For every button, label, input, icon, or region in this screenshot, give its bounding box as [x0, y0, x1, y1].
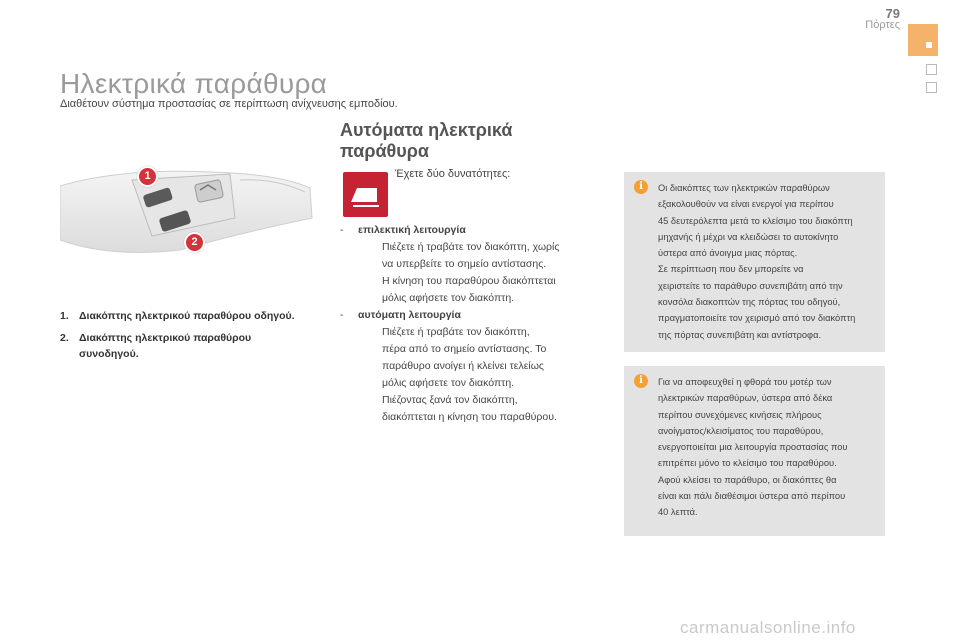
note-line: ανοίγματος/κλεισίματος του παραθύρου,	[658, 425, 824, 436]
window-switch-icon	[343, 172, 388, 217]
note-line: 40 λεπτά.	[658, 507, 698, 518]
caption-list	[60, 308, 300, 368]
note-line: πραγματοποιείτε τον χειρισμό από τον διακόπτη	[658, 313, 856, 324]
note-line: ηλεκτρικών παραθύρων, ύστερα από δέκα	[658, 393, 833, 404]
chapter-tab[interactable]	[926, 64, 937, 75]
step-text: Πιέζετε ή τραβάτε τον διακόπτη,	[382, 326, 530, 338]
page-title: Ηλεκτρικά παράθυρα	[60, 68, 328, 99]
caption-item	[60, 330, 300, 362]
watermark: carmanualsonline.info	[680, 618, 856, 637]
list-item	[340, 307, 620, 324]
chapter-tab-active[interactable]	[908, 24, 938, 56]
list-item	[340, 324, 620, 341]
caption-text: Διακόπτης ηλεκτρικού παραθύρου οδηγού.	[79, 310, 295, 322]
section-intro: Έχετε δύο δυνατότητες:	[395, 168, 511, 180]
dash-marker: -	[340, 224, 344, 236]
arrow-bullet-icon	[340, 324, 382, 341]
step-text: να υπερβείτε το σημείο αντίστασης.	[382, 258, 547, 270]
note-line: Οι διακόπτες των ηλεκτρικών παραθύρων	[658, 183, 830, 193]
caption-text: Διακόπτης ηλεκτρικού παραθύρου συνοδηγού.	[79, 332, 252, 360]
section-title-line: παράθυρα	[340, 141, 429, 161]
mode-label: αυτόματη λειτουργία	[358, 309, 461, 321]
caption-item	[60, 308, 300, 324]
page-subtitle: Διαθέτουν σύστημα προστασίας σε περίπτωση ανίχνευσης εμποδίου.	[60, 98, 398, 110]
note-line: μηχανής ή μέχρι να κλειδώσει το αυτοκίνητο	[658, 231, 839, 242]
tab-marker-icon	[926, 42, 932, 48]
step-text: μόλις αφήσετε τον διακόπτη.	[382, 292, 515, 304]
dash-marker: -	[340, 309, 344, 321]
note-line: 45 δευτερόλεπτα μετά το κλείσιμο του διακόπτη	[658, 215, 853, 226]
step-text: διακόπτεται η κίνηση του παραθύρου.	[382, 411, 557, 423]
step-text: πέρα από το σημείο αντίστασης. Το	[382, 343, 547, 355]
chapter-tab[interactable]	[926, 82, 937, 93]
section-body	[340, 222, 620, 426]
step-text: Πιέζετε ή τραβάτε τον διακόπτη, χωρίς	[382, 241, 560, 253]
note-line: είναι και πάλι διαθέσιμοι ύστερα από περίπου	[658, 491, 846, 502]
note-line: επιτρέπει μόνο το κλείσιμο του παραθύρου.	[658, 458, 837, 469]
note-line: κονσόλα διακοπτών της πόρτας του οδηγού,	[658, 297, 841, 308]
note-line: Σε περίπτωση που δεν μπορείτε να	[658, 264, 804, 275]
info-note	[624, 172, 885, 352]
step-text: Πιέζοντας ξανά τον διακόπτη,	[382, 394, 518, 406]
page-number: 79	[885, 6, 900, 21]
step-text: Η κίνηση του παραθύρου διακόπτεται	[382, 275, 556, 287]
info-note	[624, 366, 885, 536]
section-title	[340, 120, 560, 162]
list-item	[340, 392, 620, 409]
list-item	[340, 239, 620, 256]
note-line: ενεργοποιείται μια λειτουργία προστασίας που	[658, 442, 848, 453]
arrow-bullet-icon	[340, 239, 382, 256]
section-title-line: Αυτόματα ηλεκτρικά	[340, 120, 513, 140]
note-line: περίπου συνεχόμενες κινήσεις πλήρους	[658, 409, 822, 420]
note-line: Αφού κλείσει το παράθυρο, οι διακόπτες θα	[658, 474, 837, 485]
callout-1: 1	[137, 166, 158, 187]
note-line: ύστερα από άνοιγμα μιας πόρτας.	[658, 248, 798, 259]
info-icon: i	[634, 374, 648, 388]
note-line: εξακολουθούν να είναι ενεργοί για περίπου	[658, 199, 834, 210]
mode-label: επιλεκτική λειτουργία	[358, 224, 466, 236]
caption-number: 2.	[60, 332, 69, 344]
info-icon: i	[634, 180, 648, 194]
step-text: μόλις αφήσετε τον διακόπτη.	[382, 377, 515, 389]
step-text: παράθυρο ανοίγει ή κλείνει τελείως	[382, 360, 544, 372]
caption-number: 1.	[60, 310, 69, 322]
callout-2: 2	[184, 232, 205, 253]
note-line: της πόρτας συνεπιβάτη και αντίστροφα.	[658, 329, 822, 340]
note-line: Για να αποφευχθεί η φθορά του μοτέρ των	[658, 377, 832, 387]
list-item	[340, 222, 620, 239]
arrow-bullet-icon	[340, 392, 382, 409]
section-name: Πόρτες	[865, 19, 900, 31]
note-line: χειριστείτε το παράθυρο συνεπιβάτη από την	[658, 280, 843, 291]
